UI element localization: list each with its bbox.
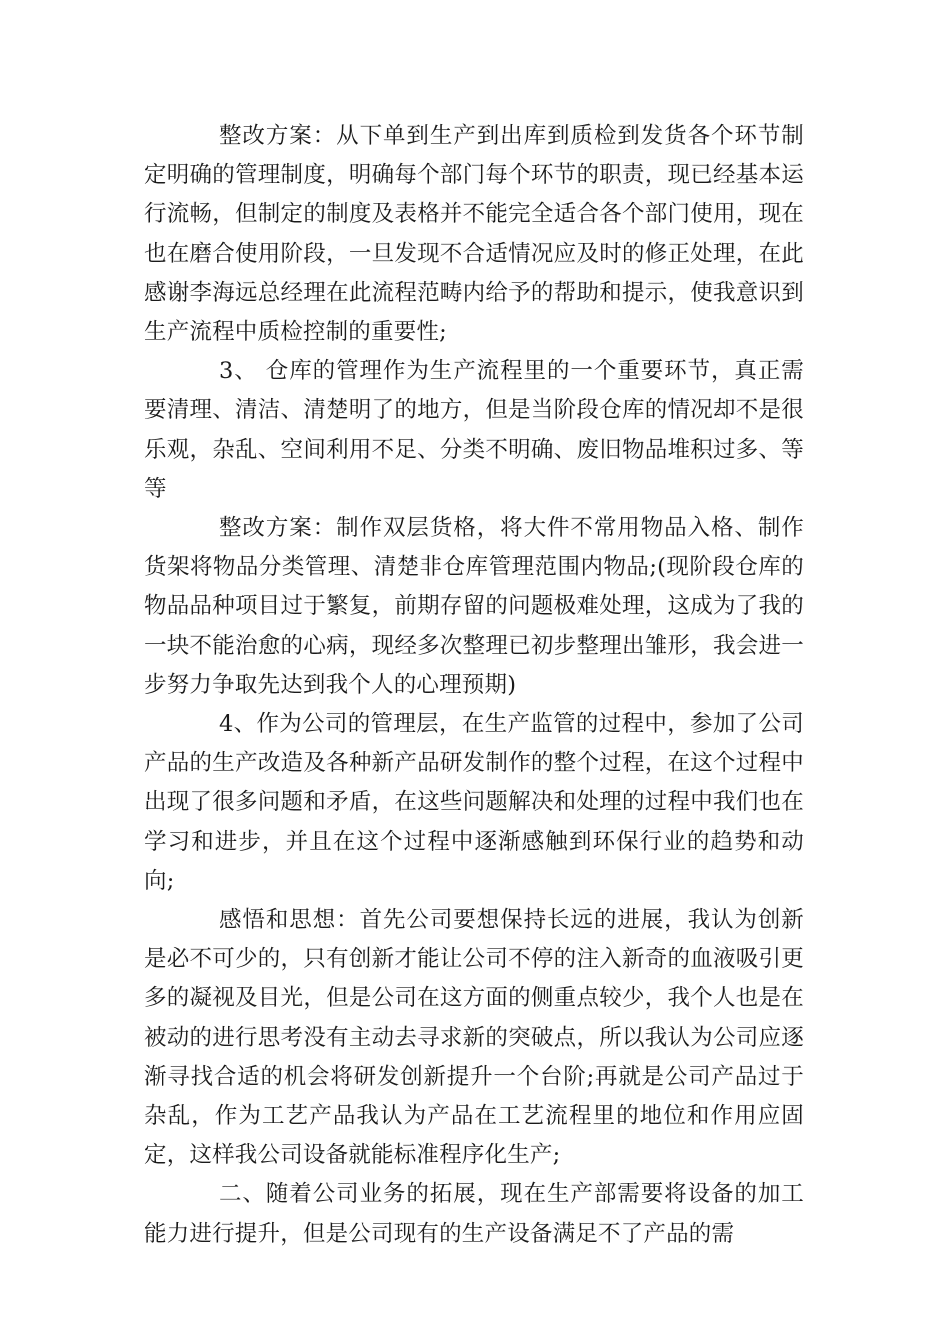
document-body — [144, 117, 804, 1254]
paragraph-warehouse-management: 3、 仓库的管理作为生产流程里的一个重要环节，真正需要清理、清洁、清楚明了的地方，但是当阶段仓库的情况却不是很乐观，杂乱、空间利用不足、分类不明确、废旧物品堆积过多、等等 — [144, 358, 804, 502]
paragraph-rectification-plan-workflow: 整改方案：从下单到生产到出库到质检到发货各个环节制定明确的管理制度，明确每个部门每个环节的职责，现已经基本运行流畅，但制定的制度及表格并不能完全适合各个部门使用，现在也在磨合使用阶段，一旦发现不合适情况应及时的修正处理，在此感谢李海远总经理在此流程范畴内给予的帮助和提示，使我意识到生产流程中质检控制的重要性; — [144, 123, 804, 346]
paragraph-management-supervision: 4、作为公司的管理层，在生产监管的过程中，参加了公司产品的生产改造及各种新产品研发制作的整个过程，在这个过程中出现了很多问题和矛盾，在这些问题解决和处理的过程中我们也在学习和进步，并且在这个过程中逐渐感触到环保行业的趋势和动向; — [144, 711, 804, 894]
paragraph-reflections: 感悟和思想：首先公司要想保持长远的进展，我认为创新是必不可少的，只有创新才能让公司不停的注入新奇的血液吸引更多的凝视及目光，但是公司在这方面的侧重点较少，我个人也是在被动的进行思考没有主动去寻求新的突破点，所以我认为公司应逐渐寻找合适的机会将研发创新提升一个台阶;再就是公司产品过于杂乱，作为工艺产品我认为产品在工艺流程里的地位和作用应固定，这样我公司设备就能标准程序化生产; — [144, 907, 804, 1169]
paragraph-rectification-plan-warehouse: 整改方案：制作双层货格，将大件不常用物品入格、制作货架将物品分类管理、清楚非仓库管理范围内物品;(现阶段仓库的物品品种项目过于繁复，前期存留的问题极难处理，这成为了我的一块不能治愈的心病，现经多次整理已初步整理出雏形，我会进一步努力争取先达到我个人的心理预期) — [144, 515, 804, 698]
paragraph-business-expansion: 二、随着公司业务的拓展，现在生产部需要将设备的加工能力进行提升，但是公司现有的生产设备满足不了产品的需 — [144, 1181, 804, 1247]
